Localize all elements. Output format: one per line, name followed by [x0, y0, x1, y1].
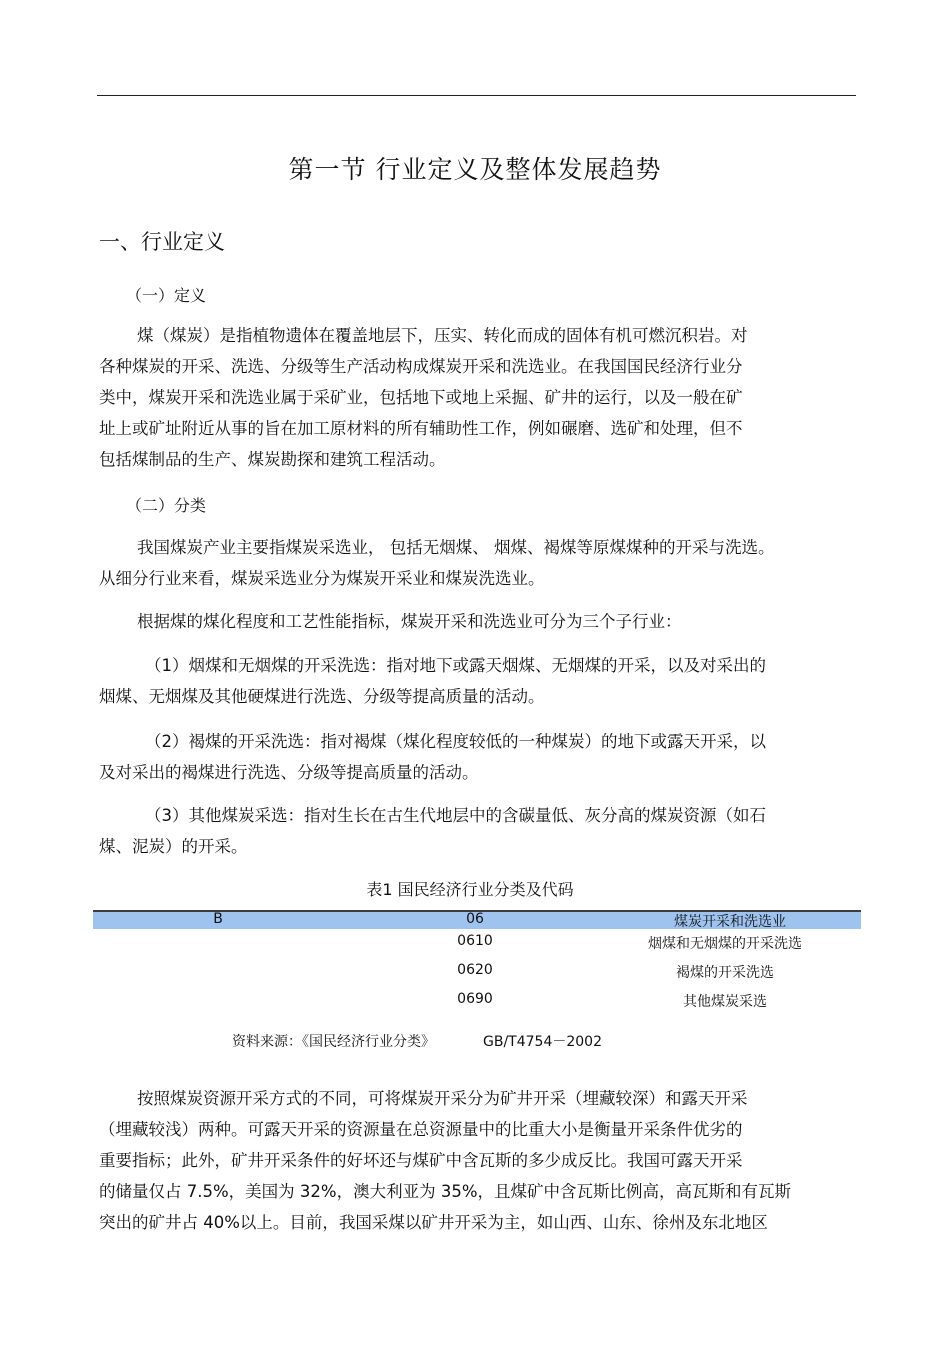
mining-line: 的储量仅占 7.5%，美国为 32%，澳大利亚为 35%，且煤矿中含瓦斯比例高，高瓦斯和有瓦斯	[99, 1182, 792, 1201]
subheading-definition: （一）定义	[126, 286, 207, 305]
definition-line: 各种煤炭的开采、洗选、分级等生产活动构成煤炭开采和洗选业。在我国国民经济行业分	[99, 357, 743, 376]
definition-line: 包括煤制品的生产、煤炭勘探和建筑工程活动。	[99, 450, 446, 469]
table-cell-name: 烟煤和无烟煤的开采洗选	[648, 936, 802, 952]
mining-line: 重要指标；此外，矿井开采条件的好坏还与煤矿中含瓦斯的多少成反比。我国可露天开采	[99, 1151, 743, 1170]
table-source	[232, 1031, 602, 1051]
mining-line: 突出的矿井占 40%以上。目前，我国采煤以矿井开采为主，如山西、山东、徐州及东北地区	[99, 1213, 768, 1232]
section-title: 第一节 行业定义及整体发展趋势	[288, 155, 662, 184]
subindustry-intro: 根据煤的煤化程度和工艺性能指标，煤炭开采和洗选业可分为三个子行业：	[137, 612, 682, 631]
table-caption: 表1 国民经济行业分类及代码	[366, 880, 574, 899]
subindustry-item-2: （2）褐煤的开采洗选：指对褐煤（煤化程度较低的一种煤炭）的地下或露天开采，以 及对采出的褐煤进行洗选、分级等提高质量的活动。	[99, 732, 766, 782]
table-cell-code: 0690	[457, 991, 493, 1007]
table-cell-name: 其他煤炭采选	[683, 994, 767, 1010]
subindustry-item-3: （3）其他煤炭采选：指对生长在古生代地层中的含碳量低、灰分高的煤炭资源（如石 煤、泥炭）的开采。	[99, 806, 766, 856]
mining-line: 按照煤炭资源开采方式的不同，可将煤炭开采分为矿井开采（埋藏较深）和露天开采	[137, 1089, 748, 1108]
heading-industry-definition: 一、行业定义	[99, 230, 225, 254]
classification-line: 从细分行业来看，煤炭采选业分为煤炭开采业和煤炭洗选业。	[99, 569, 545, 588]
source-label: 资料来源：《国民经济行业分类》	[232, 1034, 435, 1050]
definition-paragraph	[99, 320, 839, 475]
source-standard-code: GB/T4754－2002	[483, 1034, 602, 1050]
table-cell-name: 褐煤的开采洗选	[676, 965, 774, 981]
table-cell-code: 0610	[457, 933, 493, 949]
definition-line: 址上或矿址附近从事的旨在加工原材料的所有辅助性工作，例如碾磨、选矿和处理，但不	[99, 419, 743, 438]
table-cell-code: 0620	[457, 962, 493, 978]
classification-line: 我国煤炭产业主要指煤炭采选业， 包括无烟煤、 烟煤、褐煤等原煤煤种的开采与洗选。	[137, 538, 775, 557]
header-rule	[97, 95, 856, 96]
table-header-cell: 06	[466, 911, 484, 927]
definition-line: 类中，煤炭开采和洗选业属于采矿业，包括地下或地上采掘、矿井的运行，以及一般在矿	[99, 388, 743, 407]
classification-paragraph	[99, 532, 839, 594]
mining-line: （埋藏较浅）两种。可露天开采的资源量在总资源量中的比重大小是衡量开采条件优劣的	[99, 1120, 743, 1139]
table-header-cell: B	[213, 911, 223, 927]
subindustry-item-1: （1）烟煤和无烟煤的开采洗选：指对地下或露天烟煤、无烟煤的开采，以及对采出的 烟煤、无烟煤及其他硬煤进行洗选、分级等提高质量的活动。	[99, 656, 766, 706]
table-header-cell: 煤炭开采和洗选业	[674, 914, 786, 930]
subheading-classification: （二）分类	[126, 496, 207, 515]
mining-paragraph	[99, 1083, 839, 1238]
definition-line: 煤（煤炭）是指植物遗体在覆盖地层下，压实、转化而成的固体有机可燃沉积岩。对	[137, 326, 748, 345]
